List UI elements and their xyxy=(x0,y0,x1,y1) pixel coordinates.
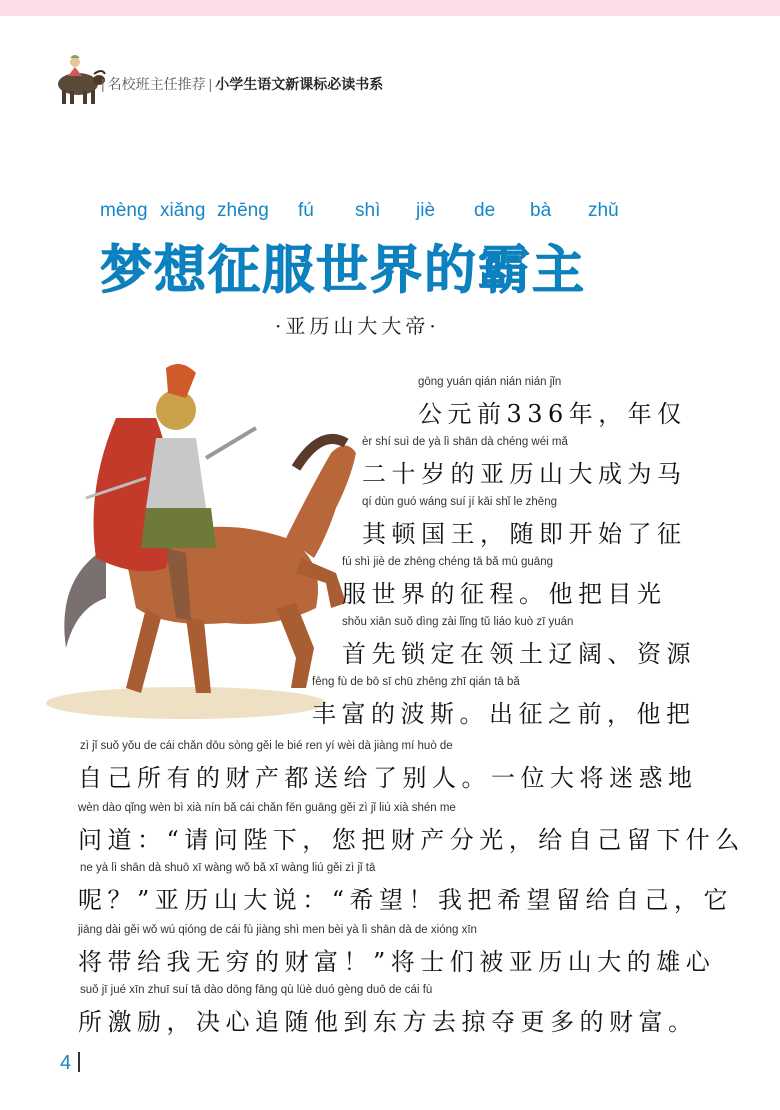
hanzi-line: 其顿国王，随即开始了征 xyxy=(362,520,687,548)
hanzi-line: 服世界的征程。他把目光 xyxy=(342,580,667,608)
hanzi-line: 将带给我无穷的财富！”将士们被亚历山大的雄心 xyxy=(78,948,716,976)
separator: | xyxy=(208,76,213,92)
header xyxy=(50,46,450,108)
pinyin-line: jiāng dài gěi wǒ wú qióng de cái fù jiàng shì men bèi yà lì shān dà de xióng xīn xyxy=(78,924,477,936)
page-title: 梦想征服世界的霸主 xyxy=(100,240,587,301)
pinyin-line: wèn dào qǐng wèn bì xià nín bǎ cái chǎn fēn guāng gěi zì jǐ liú xià shén me xyxy=(78,802,456,814)
page-subtitle: ·亚历山大大帝· xyxy=(275,314,440,338)
title-pinyin-syllable: fú xyxy=(298,200,314,221)
title-pinyin-syllable: bà xyxy=(530,200,552,221)
title-pinyin-syllable: xiǎng xyxy=(160,200,206,221)
page-number-bar xyxy=(78,1052,80,1072)
hanzi-line: 自己所有的财产都送给了别人。一位大将迷惑地 xyxy=(78,764,698,792)
pinyin-line: shǒu xiān suǒ dìng zài lǐng tǔ liáo kuò zī yuán xyxy=(342,616,574,628)
alexander-on-horse-illustration xyxy=(46,358,376,728)
pinyin-line: fēng fù de bō sī chū zhēng zhī qián tā bǎ xyxy=(312,676,520,688)
hanzi-line: 所激励，决心追随他到东方去掠夺更多的财富。 xyxy=(78,1008,698,1036)
hanzi-line: 公元前336年，年仅 xyxy=(418,400,687,428)
page-number: 4 xyxy=(60,1052,72,1074)
pinyin-line: qí dùn guó wáng suí jí kāi shǐ le zhēng xyxy=(362,496,557,508)
hanzi-line: 首先锁定在领土辽阔、资源 xyxy=(342,640,696,668)
hanzi-line: 丰富的波斯。出征之前，他把 xyxy=(312,700,696,728)
recommend-label: 名校班主任推荐 xyxy=(107,76,206,92)
series-label: 小学生语文新课标必读书系 xyxy=(215,76,384,92)
pinyin-line: zì jǐ suǒ yǒu de cái chǎn dōu sòng gěi le bié ren yí wèi dà jiàng mí huò de xyxy=(80,740,453,752)
pinyin-line: ne yà lì shān dà shuō xī wàng wǒ bǎ xī wàng liú gěi zì jǐ tā xyxy=(80,862,376,874)
hanzi-line: 呢？”亚历山大说：“希望！我把希望留给自己，它 xyxy=(78,886,734,914)
title-pinyin-syllable: zhǔ xyxy=(588,200,619,221)
title-pinyin-syllable: zhēng xyxy=(217,200,269,221)
pinyin-line: gōng yuán qián nián nián jǐn xyxy=(418,376,562,388)
title-pinyin-syllable: shì xyxy=(355,200,381,221)
hanzi-line: 二十岁的亚历山大成为马 xyxy=(362,460,687,488)
hanzi-line: 问道：“请问陛下，您把财产分光，给自己留下什么 xyxy=(78,826,745,854)
pinyin-line: fú shì jiè de zhēng chéng tā bǎ mù guāng xyxy=(342,556,553,568)
separator: | xyxy=(101,76,105,92)
pinyin-line: suǒ jī jué xīn zhuī suí tā dào dōng fāng qù lüè duó gèng duō de cái fù xyxy=(80,984,433,996)
title-pinyin-syllable: jiè xyxy=(416,200,436,221)
pinyin-line: èr shí suì de yà lì shān dà chéng wéi mǎ xyxy=(362,436,568,448)
title-pinyin-syllable: mèng xyxy=(100,200,148,221)
top-color-band xyxy=(0,0,780,16)
title-pinyin-syllable: de xyxy=(474,200,496,221)
